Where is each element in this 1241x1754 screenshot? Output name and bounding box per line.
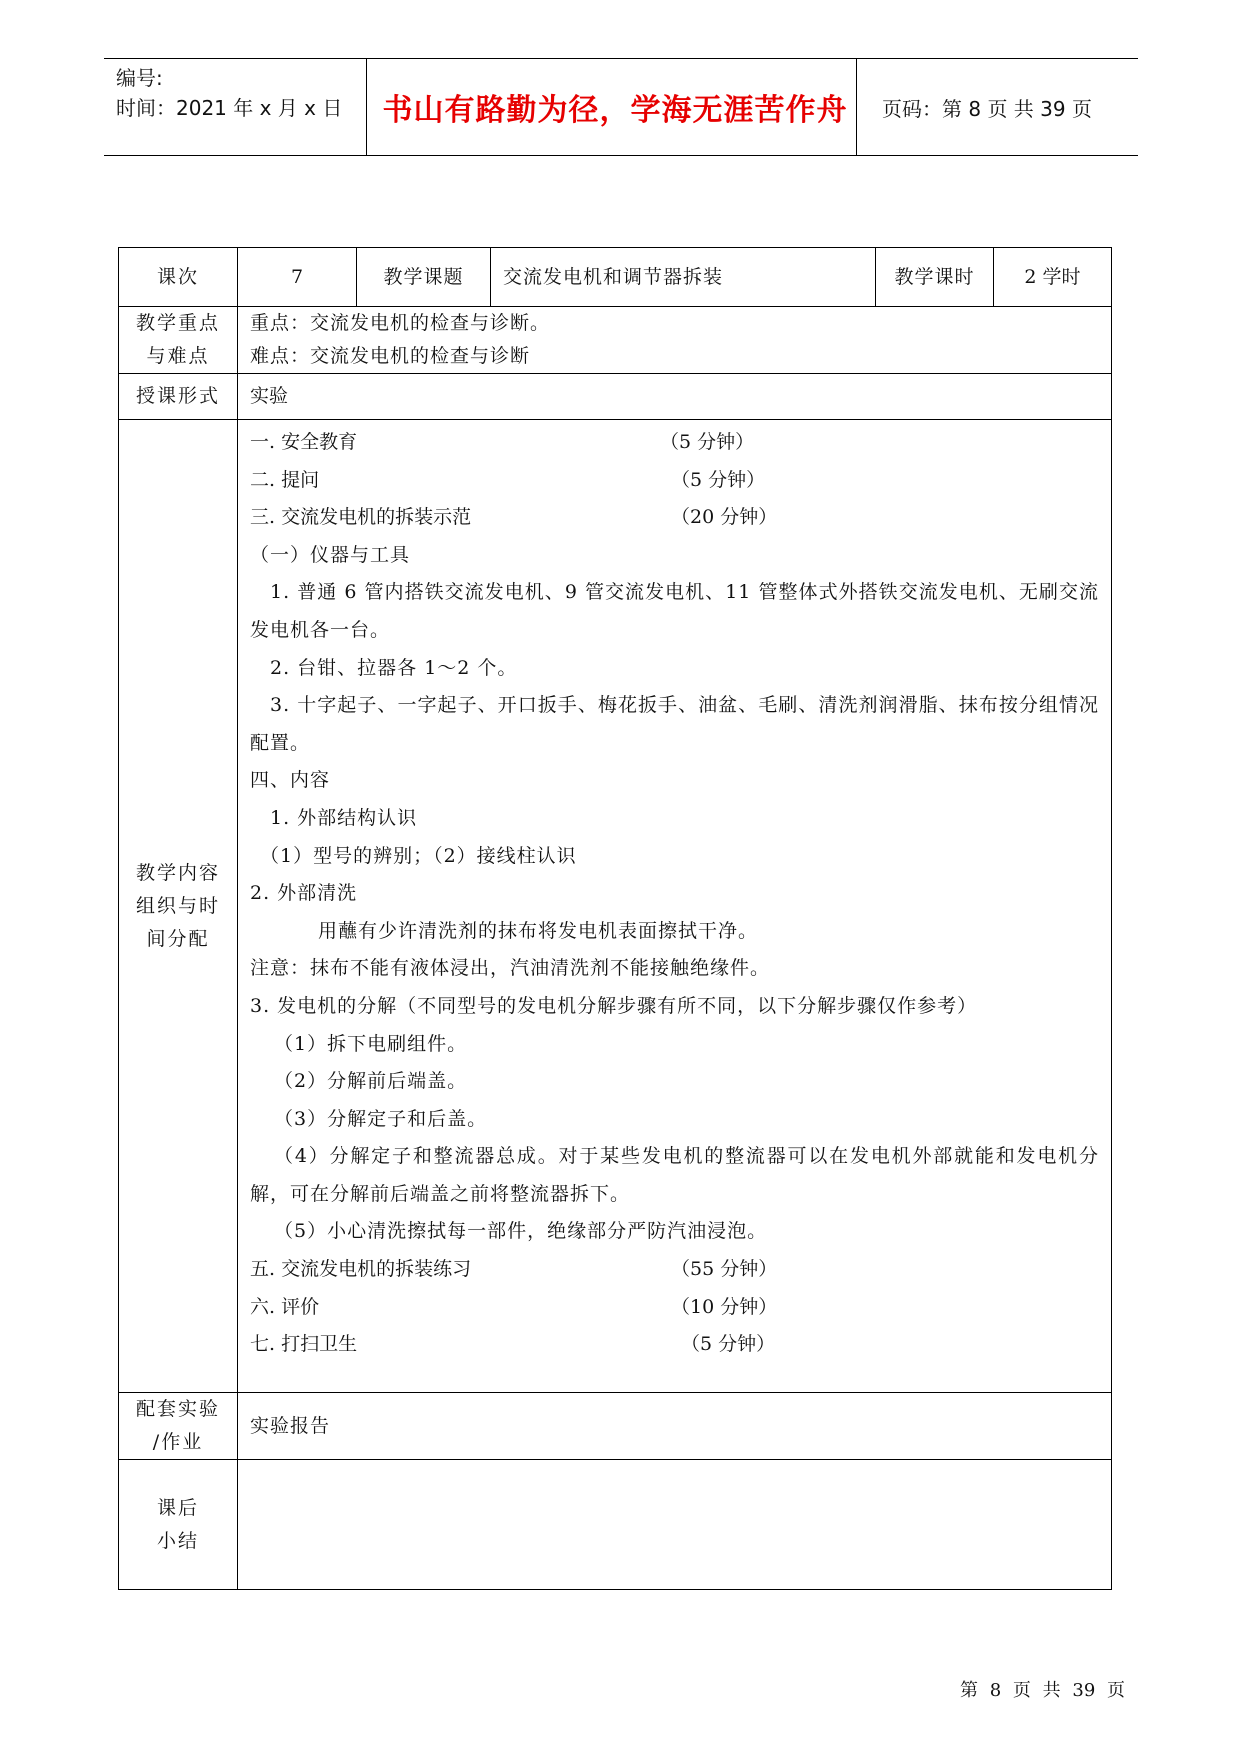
header-meta <box>116 63 342 123</box>
content-item: 3. 发电机的分解（不同型号的发电机分解步骤有所不同，以下分解步骤仅作参考） <box>250 994 978 1017</box>
section-title: 一. 安全教育 <box>250 431 358 453</box>
focus-label-line: 与难点 <box>146 345 210 367</box>
content-body <box>238 420 1112 1393</box>
section-item <box>250 499 1099 537</box>
lesson-number-label: 课次 <box>119 248 238 307</box>
content-label-line: 组织与时 <box>135 894 220 917</box>
section-item <box>250 1326 1099 1364</box>
summary-value <box>238 1460 1112 1590</box>
summary-label-line: 课后 <box>156 1496 199 1519</box>
content-label <box>119 420 238 1393</box>
section-item <box>250 424 1099 462</box>
homework-label <box>119 1393 238 1460</box>
content-item: 1. 外部结构认识 <box>270 806 418 829</box>
focus-content <box>238 307 1112 374</box>
step-item: （3）分解定子和后盖。 <box>274 1107 488 1130</box>
section-title: 三. 交流发电机的拆装示范 <box>250 506 472 529</box>
hours-value: 2 学时 <box>994 248 1112 307</box>
summary-label-line: 小结 <box>156 1529 199 1552</box>
focus-label <box>119 307 238 374</box>
content-label-line: 教学内容 <box>135 861 220 884</box>
homework-label-line: 配套实验 <box>135 1398 220 1420</box>
key-point: 重点：交流发电机的检查与诊断。 <box>250 312 551 334</box>
topic-label: 教学课题 <box>357 248 491 307</box>
document-time: 时间：2021 年 x 月 x 日 <box>116 96 343 120</box>
content-detail: （1）型号的辨别；（2）接线柱认识 <box>260 844 577 867</box>
header-divider <box>366 59 367 155</box>
format-value: 实验 <box>238 374 1112 420</box>
format-label: 授课形式 <box>119 374 238 420</box>
section-time: （20 分钟） <box>671 506 778 529</box>
section-item <box>250 1289 1099 1327</box>
homework-label-line: /作业 <box>152 1431 204 1453</box>
step-item: （1）拆下电刷组件。 <box>274 1032 468 1055</box>
section-title: 五. 交流发电机的拆装练习 <box>250 1258 472 1281</box>
section-time: （10 分钟） <box>671 1295 778 1318</box>
subsection-title: （一）仪器与工具 <box>250 543 411 566</box>
header-divider <box>856 59 857 155</box>
difficulty-point: 难点：交流发电机的检查与诊断 <box>250 345 531 367</box>
table-row <box>119 1393 1112 1460</box>
tool-item: 1. 普通 6 管内搭铁交流发电机、9 管交流发电机、11 管整体式外搭铁交流发电机、无刷交流发电机各一台。 <box>250 581 1099 641</box>
table-row <box>119 420 1112 1393</box>
document-number-label: 编号: <box>116 66 163 90</box>
hours-label: 教学课时 <box>876 248 994 307</box>
section-time: （5 分钟） <box>681 1333 776 1356</box>
section-title: 六. 评价 <box>250 1295 320 1318</box>
topic-value: 交流发电机和调节器拆装 <box>491 248 876 307</box>
section-time: （55 分钟） <box>671 1258 778 1281</box>
header-page-info: 页码：第 8 页 共 39 页 <box>882 96 1092 121</box>
step-item: （4）分解定子和整流器总成。对于某些发电机的整流器可以在发电机外部就能和发电机分解，可在分解前后端盖之前将整流器拆下。 <box>250 1145 1099 1205</box>
section-title: 七. 打扫卫生 <box>250 1333 358 1356</box>
content-item: 2. 外部清洗 <box>250 882 358 905</box>
section-title: 四、内容 <box>250 769 331 792</box>
lesson-plan-table <box>118 247 1112 1590</box>
table-row <box>119 1460 1112 1590</box>
table-row <box>119 374 1112 420</box>
content-label-line: 间分配 <box>146 927 210 950</box>
summary-label <box>119 1460 238 1590</box>
page-footer: 第 8 页 共 39 页 <box>960 1680 1125 1701</box>
header-motto: 书山有路勤为径，学海无涯苦作舟 <box>382 93 848 128</box>
table-row <box>119 307 1112 374</box>
lesson-number-value: 7 <box>238 248 357 307</box>
section-time: （5 分钟） <box>660 431 755 453</box>
tool-item: 3. 十字起子、一字起子、开口扳手、梅花扳手、油盆、毛刷、清洗剂润滑脂、抹布按分组情况配置。 <box>250 694 1099 754</box>
tool-item: 2. 台钳、拉器各 1～2 个。 <box>270 656 518 679</box>
step-item: （5）小心清洗擦拭每一部件，绝缘部分严防汽油浸泡。 <box>274 1220 768 1243</box>
section-item <box>250 1251 1099 1289</box>
content-detail: 用蘸有少许清洗剂的抹布将发电机表面擦拭干净。 <box>318 919 759 942</box>
homework-value: 实验报告 <box>238 1393 1112 1460</box>
section-title: 二. 提问 <box>250 468 320 491</box>
section-time: （5 分钟） <box>671 468 766 491</box>
page-header <box>104 58 1138 156</box>
focus-label-line: 教学重点 <box>135 312 220 334</box>
step-item: （2）分解前后端盖。 <box>274 1070 468 1093</box>
section-item <box>250 462 1099 500</box>
note: 注意：抹布不能有液体浸出，汽油清洗剂不能接触绝缘件。 <box>250 957 771 980</box>
table-row <box>119 248 1112 307</box>
